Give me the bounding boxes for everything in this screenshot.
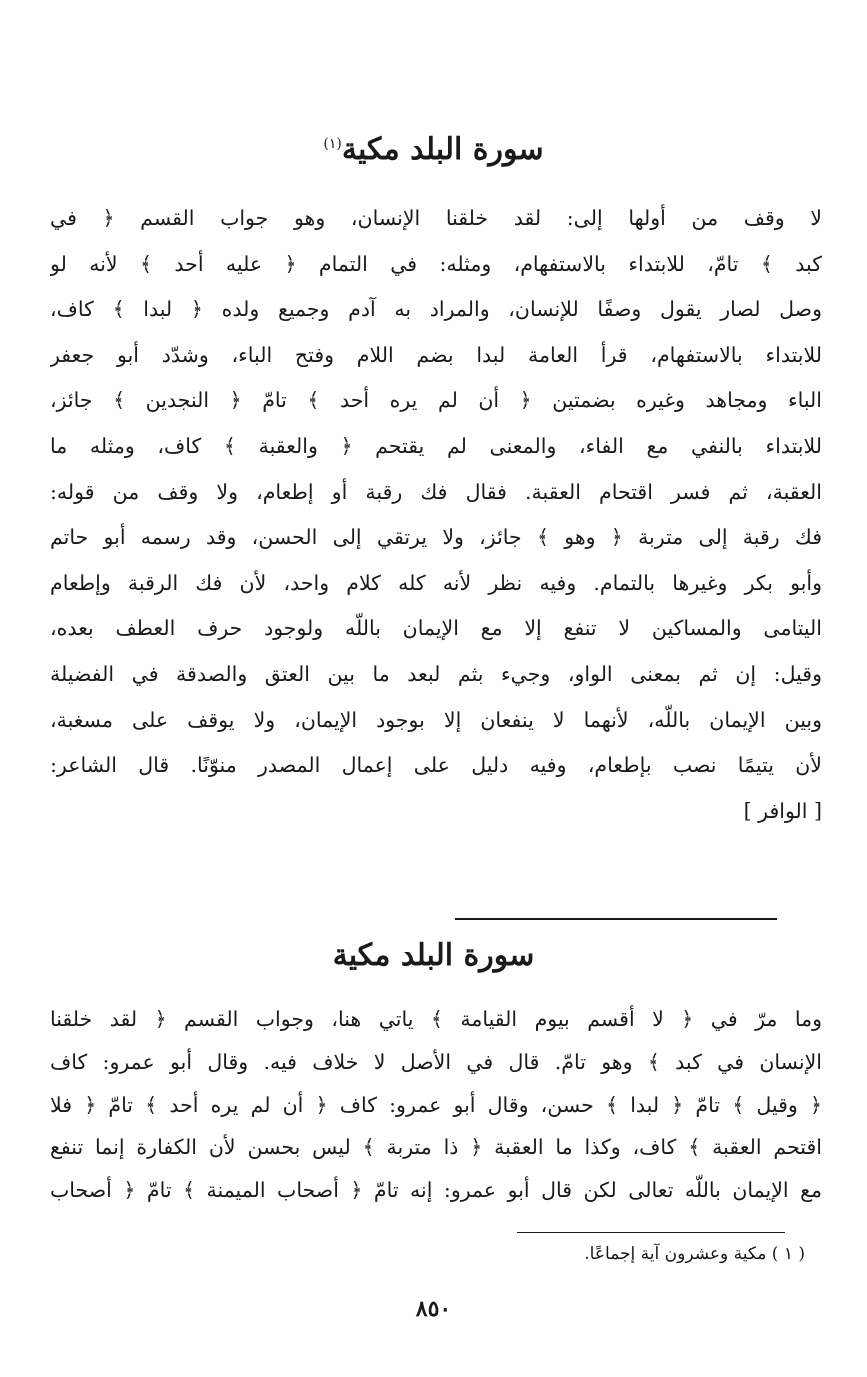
text-line: الباء ومجاهد وغيره بضمتين ﴿ أن لم يره أحد ﴾ تامّ ﴿ النجدين ﴾ جائز، bbox=[50, 388, 822, 413]
text-line: وقيل: إن ثم بمعنى الواو، وجيء بثم لبعد ما بين العتق والصدقة في الفضيلة bbox=[50, 661, 822, 686]
section-title-2 bbox=[0, 938, 867, 973]
text-line: ﴿ وقيل ﴾ تامّ ﴿ لبدا ﴾ حسن، وقال أبو عمرو: كاف ﴿ أن لم يره أحد ﴾ تامّ ﴿ فلا bbox=[50, 1092, 822, 1117]
text-line: للابتداء بالنفي مع الفاء، والمعنى لم يقتحم ﴿ والعقبة ﴾ كاف، ومثله ما bbox=[50, 433, 822, 458]
text-line: اليتامى والمساكين لا تنفع إلا مع الإيمان باللّه ولوجود حرف العطف بعده، bbox=[50, 616, 822, 641]
footnote: ( ١ ) مكية وعشرون آية إجماعًا. bbox=[584, 1244, 805, 1264]
text-line: وبين الإيمان باللّه، لأنهما لا ينفعان إلا بوجود الإيمان، ولا يوقف على مسغبة، bbox=[50, 707, 822, 732]
section-body-2 bbox=[50, 998, 822, 1212]
section-body bbox=[50, 196, 822, 834]
section-title-text-2: سورة البلد مكية bbox=[332, 938, 535, 973]
text-line: وما مرّ في ﴿ لا أقسم بيوم القيامة ﴾ ياتي هنا، وجواب القسم ﴿ لقد خلقنا bbox=[50, 1007, 822, 1031]
section-title bbox=[0, 132, 867, 167]
text-line: لأن يتيمًا نصب بإطعام، وفيه دليل على إعمال المصدر منوّنًا. قال الشاعر: bbox=[50, 753, 822, 778]
section-divider bbox=[455, 918, 777, 920]
page-number: ٨٥٠ bbox=[415, 1296, 452, 1322]
text-line: وأبو بكر وغيرها بالتمام. وفيه نظر لأنه كله كلام واحد، لأن فك الرقبة وإطعام bbox=[50, 570, 822, 595]
footnote-marker: (١) bbox=[323, 136, 342, 152]
text-line: مع الإيمان باللّه تعالى لكن قال أبو عمرو: إنه تامّ ﴿ أصحاب الميمنة ﴾ تامّ ﴿ أصحاب bbox=[50, 1178, 822, 1203]
text-line: اقتحم العقبة ﴾ كاف، وكذا ما العقبة ﴿ ذا متربة ﴾ ليس بحسن لأن الكفارة إنما تنفع bbox=[50, 1135, 822, 1160]
text-line: وصل لصار يقول وصفًا للإنسان، والمراد به آدم وجميع ولده ﴿ لبدا ﴾ كاف، bbox=[50, 297, 822, 322]
text-line: للابتداء بالاستفهام، قرأ العامة لبدا بضم اللام وفتح الباء، وشدّد أبو جعفر bbox=[50, 342, 822, 367]
meter-label: [ الوافر ] bbox=[743, 798, 822, 823]
footnote-divider bbox=[517, 1232, 785, 1233]
text-line: العقبة، ثم فسر اقتحام العقبة. فقال فك رقبة أو إطعام، ولا وقف من قوله: bbox=[50, 479, 822, 504]
section-title-text: سورة البلد مكية bbox=[341, 132, 544, 167]
text-line: كبد ﴾ تامّ، للابتداء بالاستفهام، ومثله: في التمام ﴿ عليه أحد ﴾ لأنه لو bbox=[50, 251, 822, 276]
text-line: لا وقف من أولها إلى: لقد خلقنا الإنسان، وهو جواب القسم ﴿ في bbox=[50, 206, 822, 230]
text-line: الإنسان في كبد ﴾ وهو تامّ. قال في الأصل لا خلاف فيه. وقال أبو عمرو: كاف bbox=[50, 1049, 822, 1074]
text-line: فك رقبة إلى متربة ﴿ وهو ﴾ جائز، ولا يرتقي إلى الحسن، وقد رسمه أبو حاتم bbox=[50, 525, 822, 550]
